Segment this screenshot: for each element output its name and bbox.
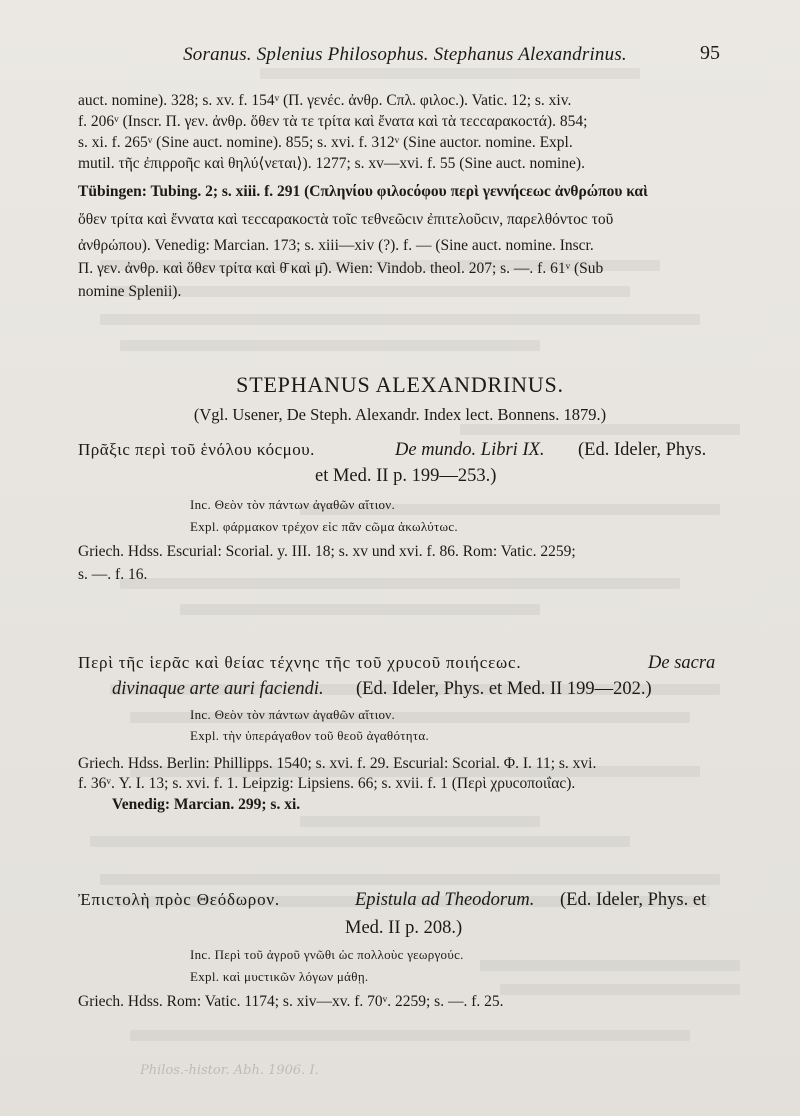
manuscripts-line: Griech. Hdss. Rom: Vatic. 1174; s. xiv—xv. f. 70ᵛ. 2259; s. —. f. 25. [78, 993, 504, 1010]
manuscripts-line: f. 36ᵛ. Υ. I. 13; s. xvi. f. 1. Leipzig: Lipsiens. 66; s. xvii. f. 1 (Περὶ χρυcοποιΐαc). [78, 775, 576, 792]
explicit: Expl. τὴν ὑπεράγαθον τοῦ θεοῦ ἀγαθότητα. [190, 728, 430, 743]
latin-title: Epistula ad Theodorum. [355, 890, 535, 910]
text-line: ἀνθρώπου). Venedig: Marcian. 173; s. xiii—xiv (?). f. — (Sine auct. nomine. Inscr. [78, 237, 594, 254]
greek-title: Πρᾶξιc περὶ τοῦ ἑνόλου κόcμου. [78, 440, 315, 459]
running-title: Soranus. Splenius Philosophus. Stephanus Alexandrinus. [183, 44, 627, 65]
explicit: Expl. καὶ μυcτικῶν λόγων μάθῃ. [190, 969, 369, 984]
incipit: Inc. Θεὸν τὸν πάντων ἀγαθῶν αἴτιον. [190, 707, 396, 722]
page-number: 95 [700, 42, 720, 64]
latin-title: De mundo. Libri IX. [395, 440, 545, 460]
text-line: ὅθεν τρίτα καὶ ἔννατα καὶ τεccαρακοcτὰ τοῖc τεθνεῶcιν ἐπιτελοῦcιν, παρελθόντοc τοῦ [78, 211, 614, 228]
greek-title: Περὶ τῆc ἱερᾶc καὶ θείαc τέχνηc τῆc τοῦ χρυcοῦ ποιήcεωc. [78, 653, 522, 672]
section-reference: (Vgl. Usener, De Steph. Alexandr. Index lect. Bonnens. 1879.) [193, 405, 607, 424]
edition-note-cont: et Med. II p. 199—253.) [315, 466, 497, 486]
latin-title-cont: divinaque arte auri faciendi. [112, 679, 324, 699]
explicit: Expl. φάρμακον τρέχον εἰc πᾶν cῶμα ἀκωλύτωc. [190, 519, 458, 534]
text-line: s. xi. f. 265ᵛ (Sine auct. nomine). 855; s. xvi. f. 312ᵛ (Sine auctor. nomine. Expl. [78, 134, 573, 151]
section-title: STEPHANUS ALEXANDRINUS. [236, 372, 564, 397]
edition-note: (Ed. Ideler, Phys. et Med. II 199—202.) [356, 679, 652, 699]
manuscripts-line: s. —. f. 16. [78, 566, 148, 583]
manuscripts-line: Griech. Hdss. Escurial: Scorial. y. III. 18; s. xv und xvi. f. 86. Rom: Vatic. 2259; [78, 543, 576, 560]
edition-note-cont: Med. II p. 208.) [345, 918, 463, 938]
faint-footer: Philos.-histor. Abh. 1906. I. [140, 1063, 319, 1078]
text-line: mutil. τῆc ἐπιρροῆc καὶ θηλύ⟨νεται⟩). 1277; s. xv—xvi. f. 55 (Sine auct. nomine). [78, 155, 585, 172]
text-line: nomine Splenii). [78, 283, 182, 300]
text-line: Tübingen: Tubing. 2; s. xiii. f. 291 (Cπληνίου φιλοcόφου περὶ γεννήcεωc ἀνθρώπου καὶ [78, 183, 648, 200]
greek-title: Ἐπιcτολὴ πρὸc Θεόδωρον. [78, 890, 280, 909]
text-line: auct. nomine). 328; s. xv. f. 154ᵛ (Π. γενέc. ἀνθρ. Cπλ. φιλοc.). Vatic. 12; s. xiv. [78, 92, 572, 109]
incipit: Inc. Θεὸν τὸν πάντων ἀγαθῶν αἴτιον. [190, 497, 396, 512]
edition-note: (Ed. Ideler, Phys. et [560, 890, 707, 910]
edition-note: (Ed. Ideler, Phys. [578, 440, 707, 460]
manuscripts-line: Venedig: Marcian. 299; s. xi. [112, 796, 301, 813]
manuscripts-line: Griech. Hdss. Berlin: Phillipps. 1540; s. xvi. f. 29. Escurial: Scorial. Φ. I. 11; s. xvi. [78, 755, 597, 772]
text-line: f. 206ᵛ (Inscr. Π. γεν. ἀνθρ. ὅθεν τὰ τε τρίτα καὶ ἔνατα καὶ τὰ τεccαρακοcτά). 854; [78, 113, 588, 130]
incipit: Inc. Περὶ τοῦ ἀγροῦ γνῶθι ὡc πολλοὺc γεωργούc. [190, 947, 464, 962]
text-line: Π. γεν. ἀνθρ. καὶ ὅθεν τρίτα καὶ θ̄ καὶ μ̄). Wien: Vindob. theol. 207; s. —. f. 61ᵛ (Sub [78, 260, 604, 277]
latin-title: De sacra [648, 653, 716, 673]
